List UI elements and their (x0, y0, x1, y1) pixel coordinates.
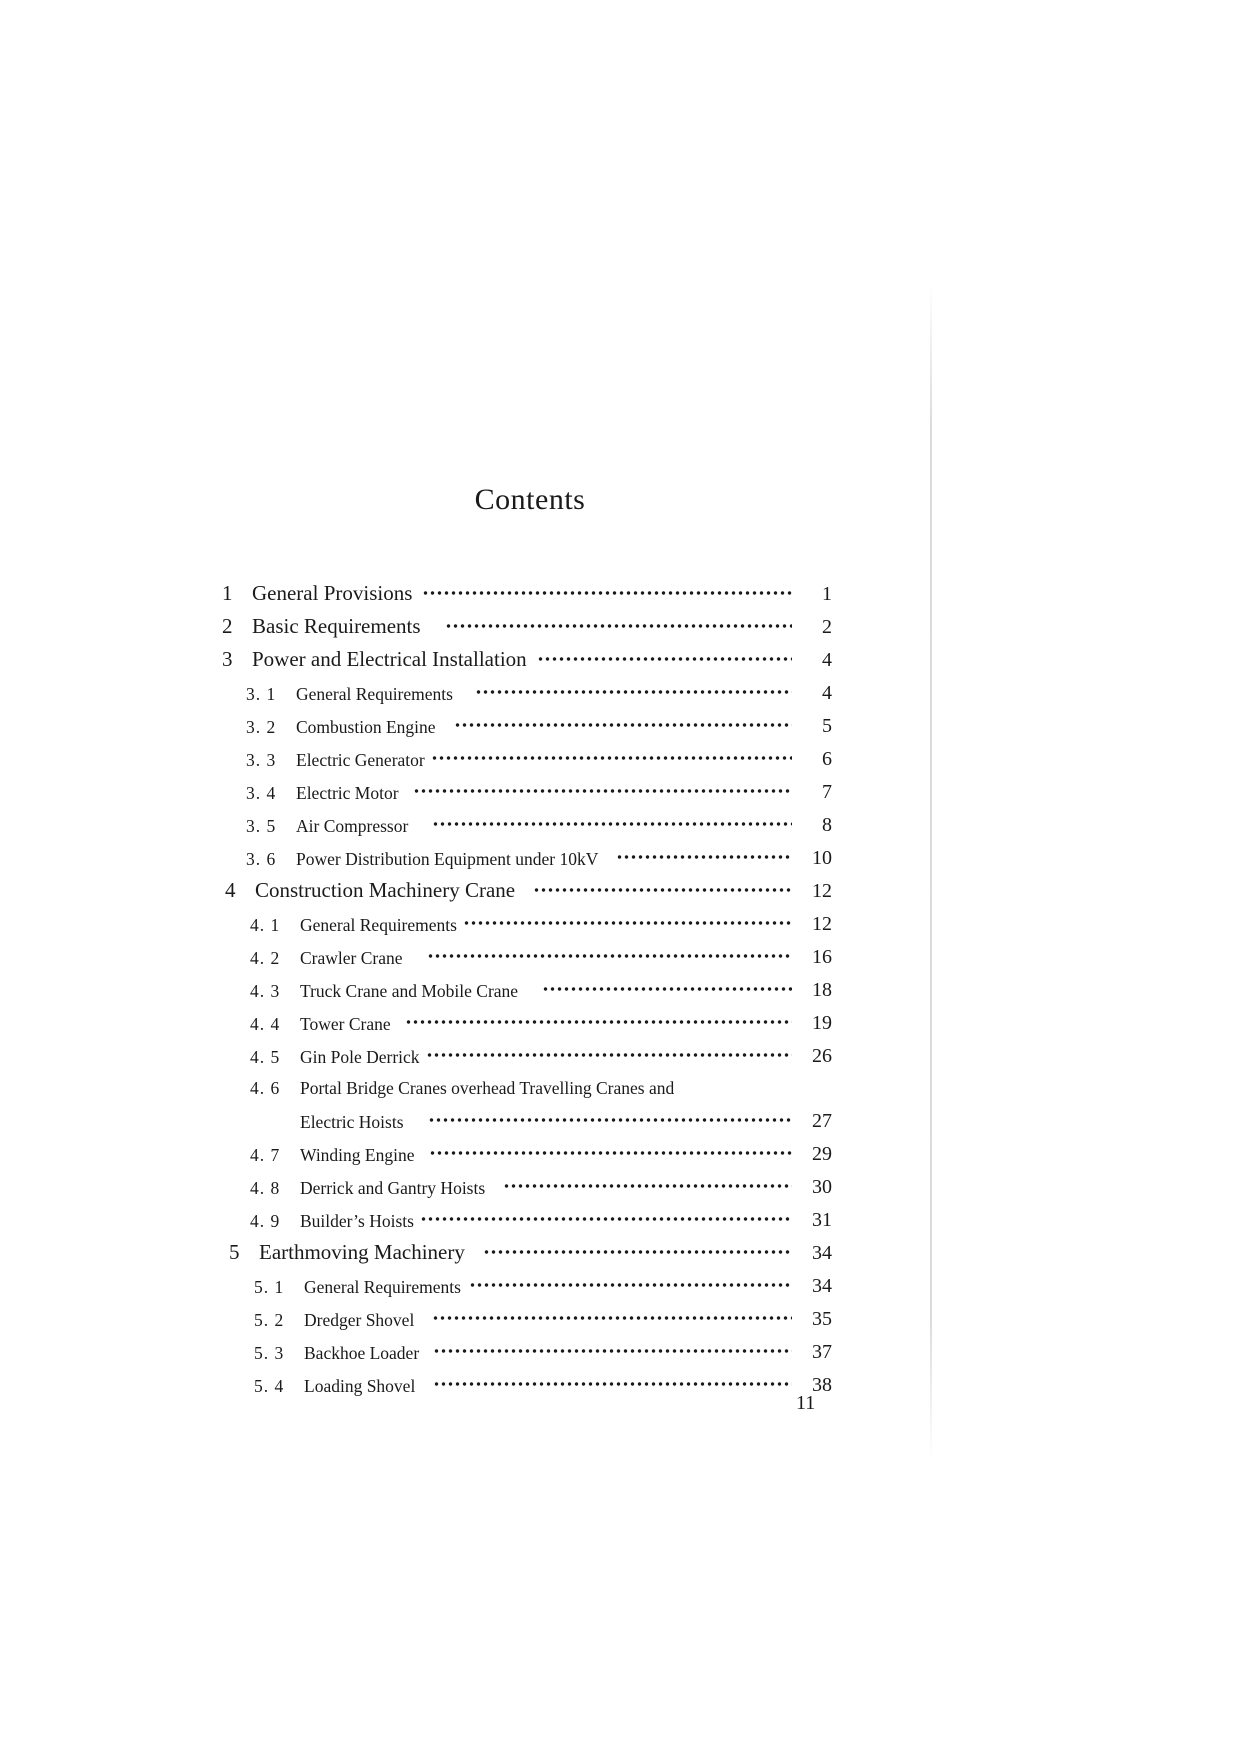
toc-entry-number: 3 (222, 647, 233, 671)
toc-entry-number: 4. 7 (250, 1144, 281, 1165)
toc-entry-page: 7 (822, 781, 832, 803)
toc-entry[interactable] (254, 1328, 832, 1362)
toc-entry-title: General Requirements (304, 1276, 461, 1297)
dot-leader (469, 1281, 792, 1289)
dot-leader (428, 1116, 792, 1124)
toc-entry-title: Crawler Crane (300, 947, 403, 968)
toc-entry-number: 4. 8 (250, 1177, 281, 1198)
toc-entry-number: 4 (225, 878, 236, 902)
dot-leader (503, 1182, 792, 1190)
toc-entry[interactable] (250, 1163, 832, 1197)
toc-entry[interactable] (246, 768, 832, 802)
toc-entry-title: Builder’s Hoists (300, 1210, 414, 1231)
toc-entry-page: 30 (812, 1176, 832, 1198)
toc-entry-continuation[interactable] (300, 1097, 832, 1131)
dot-leader (542, 985, 792, 993)
toc-entry-title: Air Compressor (296, 815, 409, 836)
toc-entry[interactable] (250, 999, 832, 1033)
dot-leader (537, 655, 792, 663)
toc-entry-title: General Requirements (296, 683, 453, 704)
toc-entry-number: 3. 5 (246, 815, 277, 836)
toc-entry-page: 27 (812, 1110, 832, 1132)
toc-entry[interactable] (254, 1361, 832, 1395)
toc-entry-page: 16 (812, 946, 832, 968)
toc-entry-title: Power Distribution Equipment under 10kV (296, 848, 599, 869)
toc-entry-page: 29 (812, 1143, 832, 1165)
dot-leader (533, 886, 792, 894)
toc-entry[interactable] (254, 1295, 832, 1329)
dot-leader (413, 787, 792, 795)
toc-entry-title: Winding Engine (300, 1144, 415, 1165)
toc-entry-number: 4. 4 (250, 1013, 281, 1034)
toc-entry[interactable] (246, 834, 832, 868)
toc-entry-number: 3. 2 (246, 716, 277, 737)
toc-entry-number: 4. 2 (250, 947, 281, 968)
toc-entry-title: Electric Generator (296, 749, 425, 770)
toc-entry-title-continued: Electric Hoists (300, 1111, 404, 1132)
toc-entry-page: 6 (822, 748, 832, 770)
toc-entry[interactable] (250, 933, 832, 967)
toc-entry-number: 4. 5 (250, 1046, 281, 1067)
toc-entry-number: 5. 2 (254, 1309, 285, 1330)
toc-entry-number: 5. 1 (254, 1276, 285, 1297)
page-title: Contents (474, 483, 586, 516)
toc-entry-number: 3. 1 (246, 683, 277, 704)
toc-entry-title: Backhoe Loader (304, 1342, 420, 1363)
dot-leader (433, 1347, 792, 1355)
toc-entry-number: 4. 1 (250, 914, 281, 935)
dot-leader (483, 1248, 792, 1256)
toc-entry-number: 5 (229, 1240, 240, 1264)
toc-entry-page: 5 (822, 715, 832, 737)
toc-entry-page: 10 (812, 847, 832, 869)
toc-entry-number: 4. 6 (250, 1077, 281, 1098)
toc-entry-number: 5. 4 (254, 1375, 285, 1396)
toc-entry-number: 2 (222, 614, 233, 638)
toc-entry[interactable] (250, 966, 832, 1000)
toc-entry[interactable] (222, 570, 832, 604)
toc-entry-title: Construction Machinery Crane (255, 878, 516, 902)
toc-entry-number: 4. 9 (250, 1210, 281, 1231)
dot-leader (616, 853, 792, 861)
dot-leader (433, 1380, 792, 1388)
dot-leader (445, 622, 792, 630)
dot-leader (427, 952, 792, 960)
toc-entry-page: 26 (812, 1045, 832, 1067)
toc-entry-title: General Provisions (252, 581, 413, 605)
toc-entry-title: Gin Pole Derrick (300, 1046, 420, 1067)
toc-entry-page: 34 (812, 1275, 832, 1297)
toc-entry[interactable] (250, 1196, 832, 1230)
dot-leader (432, 820, 792, 828)
toc-entry[interactable] (222, 603, 832, 637)
toc-entry-page: 18 (812, 979, 832, 1001)
toc-entry-title: Power and Electrical Installation (252, 647, 527, 671)
toc-entry-page: 31 (812, 1209, 832, 1231)
toc-entry-number: 3. 3 (246, 749, 277, 770)
toc-entry-page: 34 (812, 1242, 832, 1264)
toc-entry-title: Loading Shovel (304, 1375, 416, 1396)
toc-entry[interactable] (246, 702, 832, 736)
toc-entry-page: 12 (812, 913, 832, 935)
dot-leader (475, 688, 792, 696)
toc-entry-title: Truck Crane and Mobile Crane (300, 980, 519, 1001)
toc-entry-page: 38 (812, 1374, 832, 1396)
toc-entry-page: 12 (812, 880, 832, 902)
toc-entry-page: 4 (822, 649, 832, 671)
toc-entry[interactable] (254, 1262, 832, 1296)
toc-entry-page: 37 (812, 1341, 832, 1363)
toc-entry-title: Tower Crane (300, 1013, 391, 1034)
dot-leader (420, 1215, 792, 1223)
dot-leader (422, 589, 792, 597)
toc-entry-page: 35 (812, 1308, 832, 1330)
toc-entry[interactable] (229, 1229, 832, 1263)
toc-entry-number: 3. 4 (246, 782, 277, 803)
dot-leader (432, 1314, 792, 1322)
dot-leader (454, 721, 792, 729)
toc-entry-title: Portal Bridge Cranes overhead Travelling Cranes and (300, 1077, 675, 1098)
toc-entry[interactable] (250, 1130, 832, 1164)
toc-entry[interactable] (250, 900, 832, 934)
dot-leader (405, 1018, 792, 1026)
toc-entry-page: 8 (822, 814, 832, 836)
toc-entry-page: 2 (822, 616, 832, 638)
toc-entry-title: Derrick and Gantry Hoists (300, 1177, 486, 1198)
dot-leader (431, 754, 792, 762)
toc-entry-title: Basic Requirements (252, 614, 421, 638)
dot-leader (426, 1051, 792, 1059)
toc-entry-title: General Requirements (300, 914, 457, 935)
toc-entry-number: 5. 3 (254, 1342, 285, 1363)
toc-entry-page: 19 (812, 1012, 832, 1034)
toc-entry[interactable] (246, 669, 832, 703)
toc-entry[interactable] (225, 867, 832, 901)
toc-entry-page: 4 (822, 682, 832, 704)
toc-entry-title: Dredger Shovel (304, 1309, 415, 1330)
toc-entry-number: 4. 3 (250, 980, 281, 1001)
toc-entry-page: 1 (822, 583, 832, 605)
page-number: 11 (796, 1392, 816, 1414)
toc-entry[interactable] (246, 801, 832, 835)
toc-entry-number: 1 (222, 581, 233, 605)
toc-entry[interactable] (250, 1032, 832, 1066)
toc-entry-title: Combustion Engine (296, 716, 436, 737)
toc-entry-number: 3. 6 (246, 848, 277, 869)
toc-entry-title: Electric Motor (296, 782, 399, 803)
toc-entry[interactable] (246, 735, 832, 769)
dot-leader (429, 1149, 793, 1157)
toc-entry-multiline[interactable] (250, 1063, 832, 1097)
dot-leader (463, 919, 792, 927)
toc-entry[interactable] (222, 636, 832, 670)
toc-entry-title: Earthmoving Machinery (259, 1240, 465, 1264)
